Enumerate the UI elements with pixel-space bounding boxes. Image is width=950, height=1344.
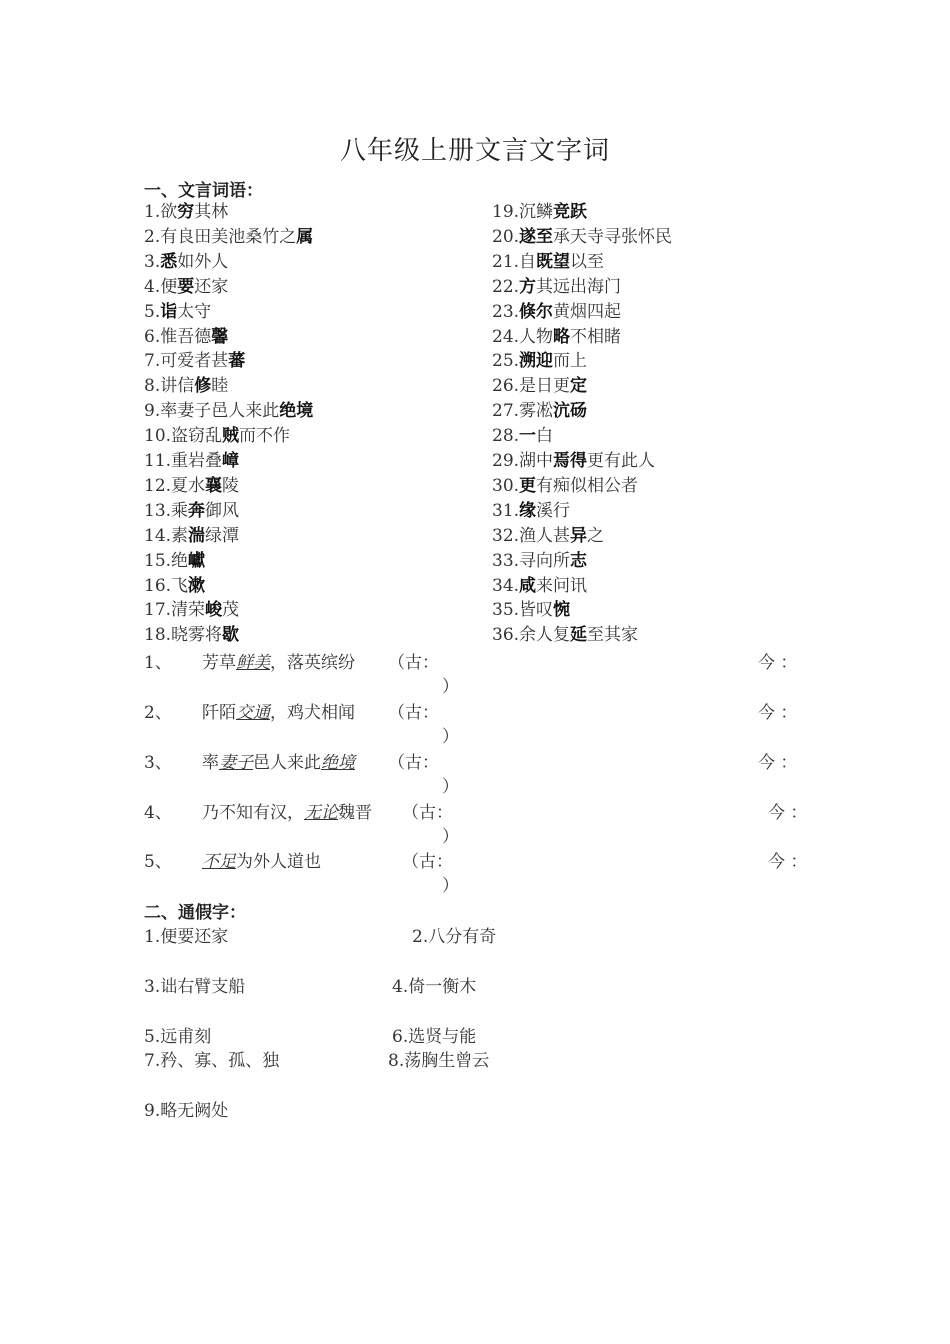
- underlined-word: 鲜美: [236, 653, 270, 673]
- vocab-item-keyword: 穷: [177, 202, 195, 222]
- vocab-item-keyword: 倏尔: [519, 301, 554, 322]
- vocab-item-text: 黄烟四起: [553, 301, 622, 322]
- tongjiazi-item: 3.诎右臂支船: [144, 977, 246, 997]
- vocab-item-keyword: 馨: [211, 326, 229, 347]
- vocab-item: [492, 449, 655, 474]
- vocab-item-text: 30.: [492, 475, 520, 496]
- page-title: 八年级上册文言文字词: [339, 136, 610, 166]
- vocab-item-text: 有痴似相公者: [536, 475, 639, 496]
- vocab-item-keyword: 既望: [536, 251, 571, 272]
- vocab-item-text: 1.欲: [144, 202, 178, 222]
- vocab-item-keyword: 焉得: [553, 451, 588, 471]
- sentence-text: 率: [202, 753, 219, 773]
- vocab-item-text: 20.: [492, 226, 520, 247]
- exercise-sentence: [202, 698, 355, 723]
- vocab-item: [144, 374, 228, 399]
- modern-meaning-field[interactable]: 今 ：: [758, 653, 798, 673]
- vocab-item-text: 25.: [492, 351, 520, 372]
- vocab-item: [492, 250, 604, 275]
- vocab-item-text: 如外人: [177, 251, 229, 272]
- vocab-item-text: 23.: [492, 301, 520, 322]
- vocab-item-keyword: 属: [296, 226, 314, 247]
- exercise-number: 2、: [144, 703, 172, 723]
- vocab-item: [492, 300, 621, 325]
- vocab-item: [144, 598, 239, 623]
- vocab-item: [492, 325, 621, 350]
- exercise-number: 3、: [144, 753, 172, 773]
- vocab-item-keyword: 奔: [188, 500, 206, 521]
- ancient-meaning-field[interactable]: （古：: [388, 703, 439, 723]
- vocab-item-text: 而上: [553, 351, 588, 372]
- sentence-text: 芳草: [202, 653, 236, 673]
- vocab-item: [492, 474, 638, 499]
- vocab-item-keyword: 歇: [222, 625, 240, 646]
- vocab-item-text: 3.: [144, 251, 161, 272]
- tongjiazi-item: 7.矜、寡、孤、独: [144, 1051, 280, 1071]
- vocab-item-text: 茂: [222, 600, 240, 621]
- vocab-item-text: 24.人物: [492, 326, 554, 347]
- vocab-item-text: 34.: [492, 575, 520, 596]
- vocab-item: [492, 623, 638, 648]
- vocab-item-text: 5.: [144, 301, 161, 322]
- modern-meaning-field[interactable]: 今 ：: [758, 753, 798, 773]
- underlined-word: 无论: [304, 803, 338, 823]
- vocab-item-keyword: 襄: [205, 475, 223, 496]
- vocab-item-text: 22.: [492, 276, 520, 297]
- vocab-item: [144, 399, 313, 424]
- vocab-item: [144, 349, 245, 374]
- vocab-item-text: 而不作: [239, 426, 291, 447]
- vocab-item-text: 11.重岩叠: [144, 451, 223, 471]
- vocab-item-keyword: 溯迎: [519, 351, 554, 372]
- closing-parenthesis: ）: [442, 727, 459, 747]
- exercise-row: [144, 748, 814, 798]
- vocab-item: [144, 499, 239, 524]
- vocab-item-text: 36.余人复: [492, 625, 571, 646]
- vocab-item-text: 10.盗窃乱: [144, 426, 223, 447]
- vocab-item-text: 陵: [222, 475, 240, 496]
- tongjiazi-item: 1.便要还家: [144, 927, 229, 947]
- vocab-item-text: 御风: [205, 500, 240, 521]
- sentence-text: 阡陌: [202, 703, 236, 723]
- sentence-text: 魏晋: [338, 803, 372, 823]
- section-heading-tongjiazi: 二、通假字：: [144, 903, 246, 923]
- vocab-item: [144, 300, 211, 325]
- vocab-item-keyword: 略: [553, 326, 571, 347]
- vocab-item-keyword: 缘: [519, 500, 537, 521]
- vocab-item: [492, 275, 621, 300]
- vocab-item-keyword: 巘: [188, 550, 206, 571]
- vocab-item-text: 2.有良田美池桑竹之: [144, 226, 297, 247]
- vocab-item-text: 至其家: [587, 625, 639, 646]
- vocab-item: [144, 549, 205, 574]
- closing-parenthesis: ）: [442, 677, 459, 697]
- vocab-item-text: 28.: [492, 426, 520, 447]
- vocab-item-keyword: 竞跃: [553, 202, 588, 222]
- vocab-item-text: 32.渔人甚: [492, 525, 571, 546]
- vocab-item-keyword: 湍: [188, 525, 206, 546]
- exercise-number: 5、: [144, 852, 172, 872]
- vocab-item-keyword: 漱: [188, 575, 206, 596]
- vocab-item: [144, 250, 228, 275]
- tongjiazi-item: 6.选贤与能: [392, 1027, 477, 1047]
- vocab-item-text: 21.自: [492, 251, 537, 272]
- exercise-number: 1、: [144, 653, 172, 673]
- vocab-item-keyword: 遂至: [519, 226, 554, 247]
- vocab-item: [492, 524, 604, 549]
- sentence-text: 乃不知有汉，: [202, 803, 304, 823]
- vocab-item-text: 8.讲信: [144, 376, 195, 397]
- exercise-sentence: [202, 847, 321, 872]
- exercise-row: [144, 798, 814, 848]
- vocab-item-text: 不相睹: [570, 326, 622, 347]
- vocab-item-keyword: 修: [194, 376, 212, 397]
- vocab-item-keyword: 志: [570, 550, 588, 571]
- vocab-item: [144, 449, 239, 474]
- modern-meaning-field[interactable]: 今 ：: [768, 852, 808, 872]
- vocab-item-text: 白: [536, 426, 554, 447]
- vocab-item: [144, 524, 239, 549]
- closing-parenthesis: ）: [442, 827, 459, 847]
- vocab-item-keyword: 更: [519, 475, 537, 496]
- tongjiazi-item: 9.略无阙处: [144, 1101, 229, 1121]
- ancient-meaning-field[interactable]: （古：: [402, 803, 453, 823]
- vocab-item: [492, 574, 587, 599]
- tongjiazi-item: 8.荡胸生曾云: [388, 1051, 490, 1071]
- vocab-item-keyword: 诣: [160, 301, 178, 322]
- tongjiazi-item: 2.八分有奇: [412, 927, 497, 947]
- vocab-item: [492, 200, 587, 225]
- sentence-text: ，落英缤纷: [270, 653, 355, 673]
- vocab-item-text: 4.便: [144, 276, 178, 297]
- vocab-item: [144, 200, 228, 225]
- vocab-item-text: 16.飞: [144, 575, 189, 596]
- exercise-sentence: [202, 798, 372, 823]
- vocab-item-keyword: 蕃: [228, 351, 246, 372]
- underlined-word: 不足: [202, 852, 236, 872]
- vocab-item-text: 其林: [194, 202, 229, 222]
- sentence-text: 邑人来此: [253, 753, 321, 773]
- vocab-item: [492, 549, 587, 574]
- vocab-item: [492, 374, 587, 399]
- vocab-item-text: 绿潭: [205, 525, 240, 546]
- exercise-row: [144, 847, 814, 897]
- vocab-item-text: 26.是日更: [492, 376, 571, 397]
- vocab-item-text: 31.: [492, 500, 520, 521]
- vocab-item-keyword: 贼: [222, 426, 240, 447]
- section-heading-vocabulary: 一、文言词语：: [144, 181, 263, 201]
- vocab-item-text: 太守: [177, 301, 212, 322]
- closing-parenthesis: ）: [442, 777, 459, 797]
- underlined-word: 绝境: [321, 753, 355, 773]
- vocab-item-keyword: 一: [519, 426, 537, 447]
- exercise-sentence: [202, 748, 355, 773]
- vocab-item-text: 溪行: [536, 500, 571, 521]
- vocab-item-keyword: 延: [570, 625, 588, 646]
- vocab-item: [144, 275, 228, 300]
- ancient-meaning-field[interactable]: （古：: [402, 852, 453, 872]
- vocab-item: [144, 225, 313, 250]
- ancient-meaning-field[interactable]: （古：: [388, 653, 439, 673]
- vocab-item-text: 33.寻向所: [492, 550, 571, 571]
- exercise-row: [144, 648, 814, 698]
- vocab-item-keyword: 异: [570, 525, 588, 546]
- modern-meaning-field[interactable]: 今 ：: [768, 803, 808, 823]
- vocab-item: [492, 499, 570, 524]
- vocab-item-keyword: 咸: [519, 575, 537, 596]
- vocab-item-keyword: 悉: [160, 251, 178, 272]
- vocab-item: [492, 598, 570, 623]
- vocab-item-keyword: 方: [519, 276, 537, 297]
- closing-parenthesis: ）: [442, 876, 459, 896]
- vocab-item-text: 更有此人: [587, 451, 656, 471]
- exercise-row: [144, 698, 814, 748]
- vocab-item-text: 以至: [570, 251, 605, 272]
- vocab-item-keyword: 峻: [205, 600, 223, 621]
- vocab-item-text: 29.湖中: [492, 451, 554, 471]
- vocab-item-text: 承天寺寻张怀民: [553, 226, 673, 247]
- exercise-number: 4、: [144, 803, 172, 823]
- vocab-item-text: 还家: [194, 276, 229, 297]
- vocab-item-text: 来问讯: [536, 575, 588, 596]
- vocab-item: [144, 474, 239, 499]
- sentence-text: ，鸡犬相闻: [270, 703, 355, 723]
- vocab-item-text: 睦: [211, 376, 229, 397]
- vocab-item-text: 14.素: [144, 525, 189, 546]
- vocab-item-text: 12.夏水: [144, 475, 206, 496]
- vocab-item-text: 之: [587, 525, 605, 546]
- vocab-item: [492, 349, 587, 374]
- vocab-item-keyword: 惋: [553, 600, 571, 621]
- vocab-item-text: 15.绝: [144, 550, 189, 571]
- vocab-item-keyword: 沆砀: [553, 401, 588, 422]
- sentence-text: 为外人道也: [236, 852, 321, 872]
- vocab-item-text: 9.率妻子邑人来此: [144, 401, 280, 422]
- vocab-item-keyword: 嶂: [222, 451, 240, 471]
- vocab-item-text: 其远出海门: [536, 276, 622, 297]
- vocab-item: [492, 225, 672, 250]
- vocab-item-keyword: 定: [570, 376, 588, 397]
- vocab-item-keyword: 要: [177, 276, 195, 297]
- vocab-item-keyword: 绝境: [279, 401, 314, 422]
- vocab-item-text: 19.沉鳞: [492, 202, 554, 222]
- vocab-item: [144, 623, 239, 648]
- underlined-word: 交通: [236, 703, 270, 723]
- vocab-item: [144, 574, 205, 599]
- vocab-item-text: 17.清荣: [144, 600, 206, 621]
- tongjiazi-item: 4.倚一衡木: [392, 977, 477, 997]
- vocab-item: [492, 424, 553, 449]
- exercise-sentence: [202, 648, 355, 673]
- vocab-item-text: 18.晓雾将: [144, 625, 223, 646]
- vocab-item-text: 7.可爱者甚: [144, 351, 229, 372]
- tongjiazi-item: 5.远甫刻: [144, 1027, 212, 1047]
- vocab-item: [144, 325, 228, 350]
- modern-meaning-field[interactable]: 今 ：: [758, 703, 798, 723]
- ancient-meaning-field[interactable]: （古：: [388, 753, 439, 773]
- vocab-item-text: 13.乘: [144, 500, 189, 521]
- vocab-item: [492, 399, 587, 424]
- vocab-item-text: 35.皆叹: [492, 600, 554, 621]
- vocab-item-text: 6.惟吾德: [144, 326, 212, 347]
- vocab-item: [144, 424, 290, 449]
- underlined-word: 妻子: [219, 753, 253, 773]
- vocab-item-text: 27.雾凇: [492, 401, 554, 422]
